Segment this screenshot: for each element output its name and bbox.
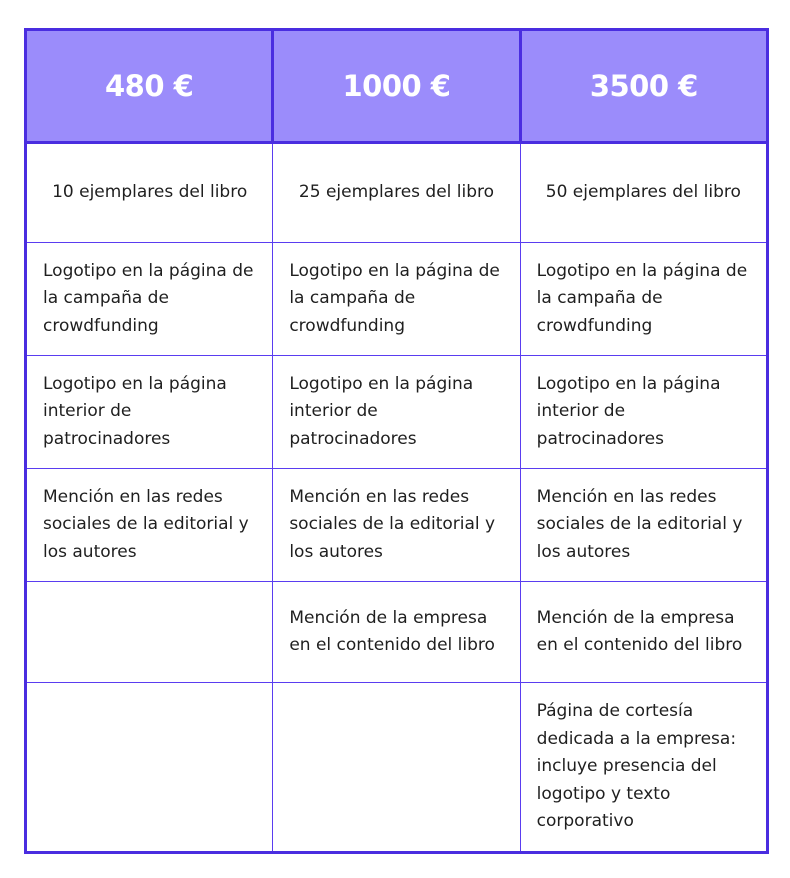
benefit-cell: 50 ejemplares del libro bbox=[520, 143, 767, 243]
pricing-header bbox=[26, 30, 768, 143]
benefit-cell: Logotipo en la página interior de patrocinadores bbox=[520, 356, 767, 469]
benefits-body bbox=[26, 143, 768, 853]
benefit-cell: Logotipo en la página interior de patrocinadores bbox=[26, 356, 273, 469]
benefit-cell: Logotipo en la página de la campaña de crowdfunding bbox=[273, 243, 520, 356]
table-row-social-mention bbox=[26, 469, 768, 582]
benefit-cell: Página de cortesía dedicada a la empresa: incluye presencia del logotipo y texto corporativo bbox=[520, 683, 767, 853]
price-header-row bbox=[26, 30, 768, 143]
benefit-cell: Logotipo en la página de la campaña de crowdfunding bbox=[26, 243, 273, 356]
benefit-cell: Mención en las redes sociales de la editorial y los autores bbox=[26, 469, 273, 582]
benefit-cell: Mención en las redes sociales de la editorial y los autores bbox=[520, 469, 767, 582]
benefit-cell: 25 ejemplares del libro bbox=[273, 143, 520, 243]
table-row-courtesy-page bbox=[26, 683, 768, 853]
table-row-book-mention bbox=[26, 582, 768, 683]
empty-benefit-cell bbox=[26, 683, 273, 853]
benefit-cell: Mención de la empresa en el contenido del libro bbox=[273, 582, 520, 683]
table-row-campaign-logo bbox=[26, 243, 768, 356]
benefit-cell: Mención de la empresa en el contenido del libro bbox=[520, 582, 767, 683]
table-row-book-copies bbox=[26, 143, 768, 243]
benefit-cell: 10 ejemplares del libro bbox=[26, 143, 273, 243]
empty-benefit-cell bbox=[273, 683, 520, 853]
price-tier-1000: 1000 € bbox=[273, 30, 520, 143]
benefit-cell: Mención en las redes sociales de la editorial y los autores bbox=[273, 469, 520, 582]
benefit-cell: Logotipo en la página interior de patrocinadores bbox=[273, 356, 520, 469]
benefit-cell: Logotipo en la página de la campaña de crowdfunding bbox=[520, 243, 767, 356]
table-row-sponsors-page-logo bbox=[26, 356, 768, 469]
price-tier-3500: 3500 € bbox=[520, 30, 767, 143]
empty-benefit-cell bbox=[26, 582, 273, 683]
sponsorship-pricing-table bbox=[24, 28, 769, 854]
price-tier-480: 480 € bbox=[26, 30, 273, 143]
